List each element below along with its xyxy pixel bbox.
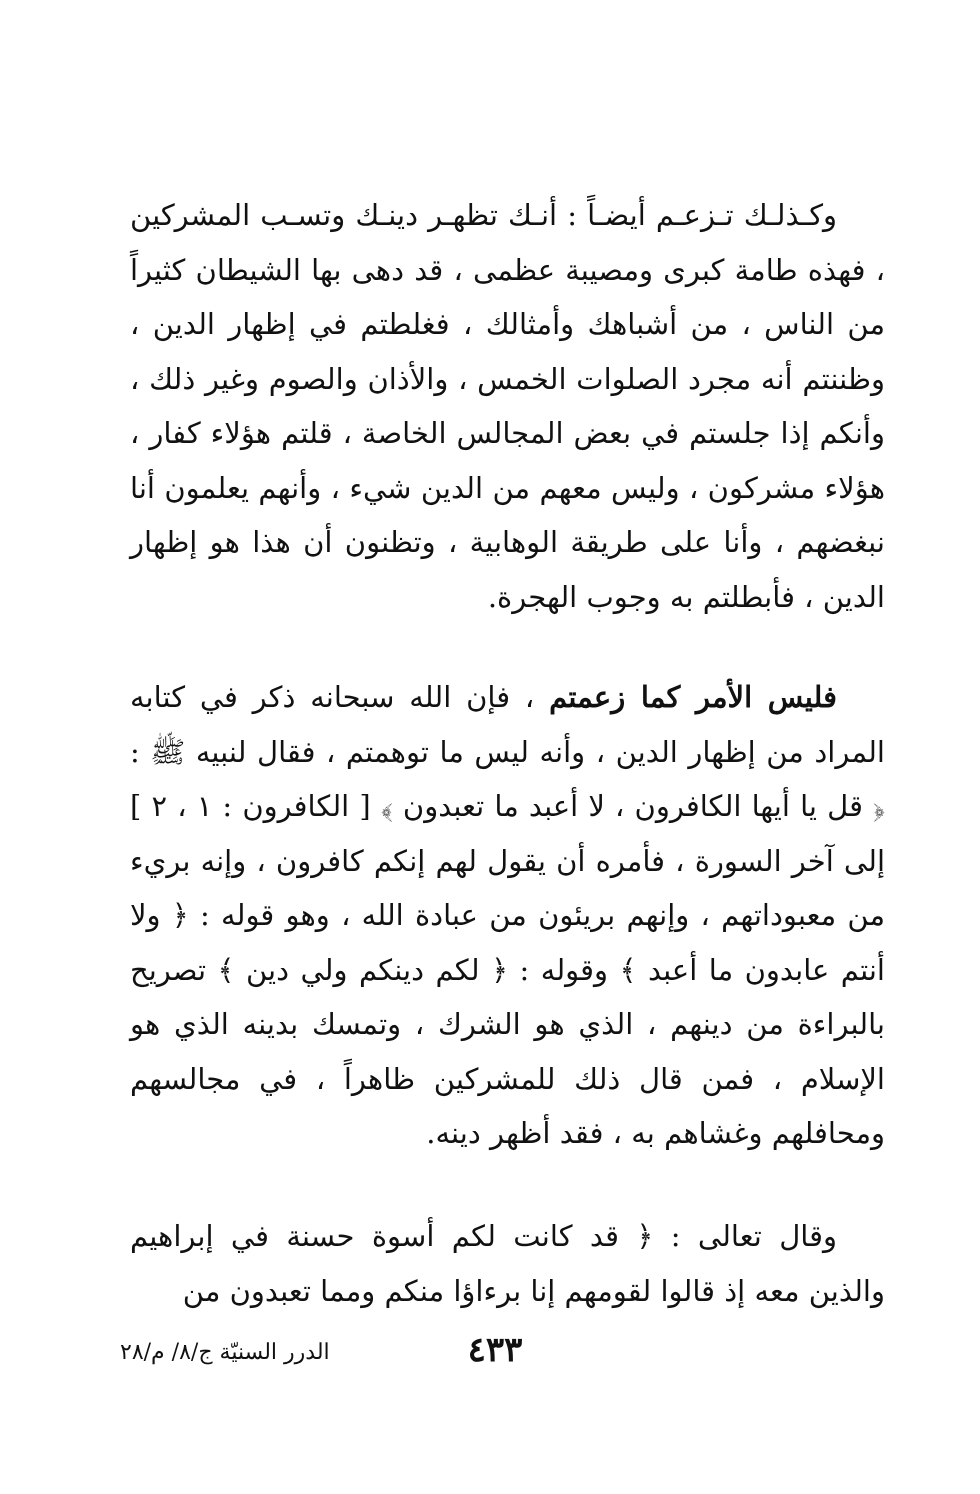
paragraph-2-text: ، فإن الله سبحانه ذكر في كتابه المراد من إظهار الدين ، وأنه ليس ما توهمتم ، فقال لنبيه ﷺ : ﴿ قل يا أيها الكافرون ، لا أعبد ما تعبدون ﴾ [ الكافرون : ١ ، ٢ ] إلى آخر السورة ، فأمره أن يقول لهم إنكم كافرون ، وإنه بريء من معبوداتهم ، وإنهم بريئون من عبادة الله ، وهو قوله : ﴿ ولا أنتم عابدون ما أعبد ﴾ وقوله : ﴿ لكم دينكم ولي دين ﴾ تصريح بالبراءة من دينهم ، الذي هو الشرك ، وتمسك بدينه الذي هو الإسلام ، فمن قال ذلك للمشركين ظاهراً ، في مجالسهم ومحافلهم وغشاهم به ، فقد أظهر دينه. bbox=[130, 680, 886, 1150]
source-reference: الدرر السنيّة ج/٨/ م/٢٨ bbox=[120, 1340, 330, 1365]
paragraph-3-text: وقال تعالى : ﴿ قد كانت لكم أسوة حسنة في إبراهيم والذين معه إذ قالوا لقومهم إنا برءاؤا منكم ومما تعبدون من bbox=[130, 1219, 885, 1308]
page-number: ٤٣٣ bbox=[467, 1330, 523, 1370]
paragraph-2-lead: فليس الأمر كما زعمتم bbox=[549, 680, 837, 714]
paragraph-1-text: وكـذلـك تـزعـم أيضـاً : أنـك تظهـر دينـك وتسـب المشركين ، فهذه طامة كبرى ومصيبة عظمى ، قد دهى بها الشيطان كثيراً من الناس ، من أشباهك وأمثالك ، فغلطتم في إظهار الدين ، وظننتم أنه مجرد الصلوات الخمس ، والأذان والصوم وغير ذلك ، وأنكم إذا جلستم في بعض المجالس الخاصة ، قلتم هؤلاء كفار ، هؤلاء مشركون ، وليس معهم من الدين شيء ، وأنهم يعلمون أنا نبغضهم ، وأنا على طريقة الوهابية ، وتظنون أن هذا هو إظهار الدين ، فأبطلتم به وجوب الهجرة. bbox=[130, 198, 885, 614]
paragraph-3 bbox=[130, 1209, 885, 1318]
paragraph-1 bbox=[130, 188, 885, 624]
paragraph-2 bbox=[130, 670, 885, 1161]
